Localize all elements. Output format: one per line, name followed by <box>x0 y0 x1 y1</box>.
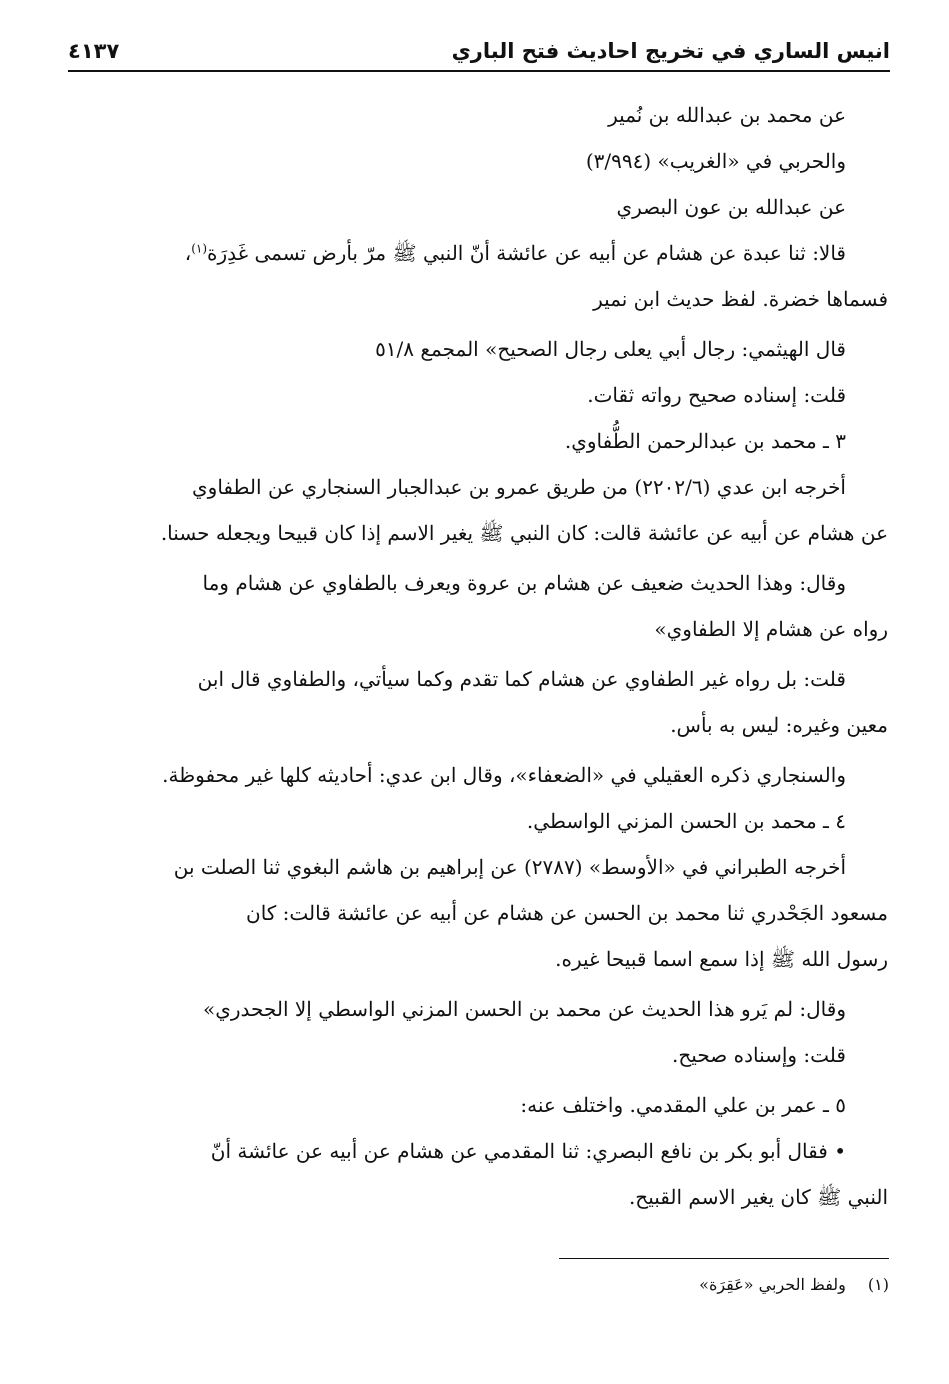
main-text <box>76 92 888 1220</box>
footnote-text: ولفظ الحربي «عَقِرَة» <box>699 1275 846 1294</box>
header-rule <box>68 70 890 72</box>
text-line: النبي ﷺ كان يغير الاسم القبيح. <box>628 1185 888 1209</box>
footnote-mark: (١) <box>867 1275 889 1294</box>
text-line: وقال: وهذا الحديث ضعيف عن هشام بن عروة ويعرف بالطفاوي عن هشام وما <box>202 571 846 595</box>
text-line: قلت: إسناده صحيح رواته ثقات. <box>587 383 846 407</box>
text-line: معين وغيره: ليس به بأس. <box>670 713 888 737</box>
running-title: انيس الساري في تخريج احاديث فتح الباري <box>451 39 890 63</box>
text-line: عن هشام عن أبيه عن عائشة قالت: كان النبي ﷺ يغير الاسم إذا كان قبيحا ويجعله حسنا. <box>160 521 888 545</box>
footnote-rule <box>559 1258 889 1259</box>
text-line: والسنجاري ذكره العقيلي في «الضعفاء»، وقال ابن عدي: أحاديثه كلها غير محفوظة. <box>162 763 846 787</box>
text-line: والحربي في «الغريب» (٣/٩٩٤) <box>585 149 846 173</box>
text-line: أخرجه ابن عدي (٢٢٠٢/٦) من طريق عمرو بن عبدالجبار السنجاري عن الطفاوي <box>192 475 846 499</box>
page-number: ٤١٣٧ <box>68 39 120 63</box>
text-line: قلت: بل رواه غير الطفاوي عن هشام كما تقدم وكما سيأتي، والطفاوي قال ابن <box>197 667 846 691</box>
text-line: رواه عن هشام إلا الطفاوي» <box>654 617 888 641</box>
text-line: رسول الله ﷺ إذا سمع اسما قبيحا غيره. <box>555 947 888 971</box>
section-heading: ٤ ـ محمد بن الحسن المزني الواسطي. <box>526 809 846 833</box>
text-line: عن عبدالله بن عون البصري <box>616 195 846 219</box>
text-line: فسماها خضرة. لفظ حديث ابن نمير <box>593 287 888 311</box>
footnote <box>699 1270 889 1300</box>
text-line: مسعود الجَحْدري ثنا محمد بن الحسن عن هشام عن أبيه عن عائشة قالت: كان <box>246 901 888 925</box>
text-line: • فقال أبو بكر بن نافع البصري: ثنا المقدمي عن هشام عن أبيه عن عائشة أنّ <box>210 1139 846 1163</box>
text-line: وقال: لم يَرو هذا الحديث عن محمد بن الحسن المزني الواسطي إلا الجحدري» <box>203 997 846 1021</box>
text-line: قال الهيثمي: رجال أبي يعلى رجال الصحيح» المجمع ٥١/٨ <box>375 337 846 361</box>
text-line: قلت: وإسناده صحيح. <box>672 1043 846 1067</box>
footnote-reference: (١) <box>191 241 208 256</box>
text-line: قالا: ثنا عبدة عن هشام عن أبيه عن عائشة أنّ النبي ﷺ مرّ بأرض تسمى غَدِرَة$^{(١)}$، <box>184 241 846 265</box>
text-line: عن محمد بن عبدالله بن نُمير <box>608 103 846 127</box>
text-line: أخرجه الطبراني في «الأوسط» (٢٧٨٧) عن إبراهيم بن هاشم البغوي ثنا الصلت بن <box>173 855 846 879</box>
section-heading: ٣ ـ محمد بن عبدالرحمن الطُّفاوي. <box>564 429 846 453</box>
section-heading: ٥ ـ عمر بن علي المقدمي. واختلف عنه: <box>520 1093 846 1117</box>
page-header <box>68 30 890 72</box>
